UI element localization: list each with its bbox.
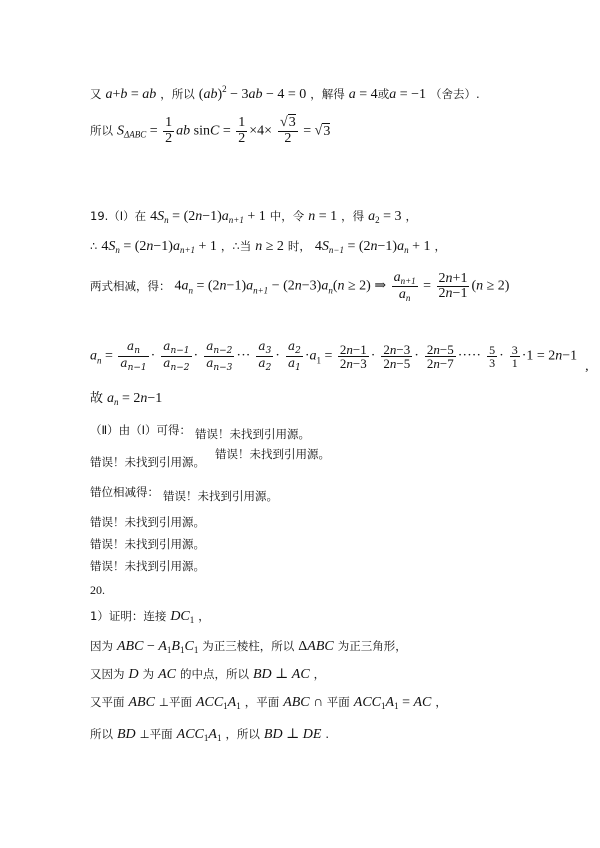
q19-line-3: 两式相减，得： $4a_n = (2n-1)a_{n+1} - (2n-3)a_n(n \ge 2)$ ⇒ $\frac{a_{n+1}}{a_n}$ = $\frac{2n+1}{2n-1}$ (n ≥ 2) [90,270,510,304]
fraction: $\frac{2n-5}{2n-7}$ [426,341,454,372]
text: . [325,727,330,741]
fraction: $\frac{1}{2}$ [165,115,173,146]
fraction: $\frac{a_{n+1}}{a_n}$ [393,270,416,304]
text: ，平面 [244,695,280,709]
text: ，得 [341,209,365,223]
fraction: $\frac{a_2}{a_1}$ [287,339,301,374]
text: ，∴当 [220,239,252,253]
line-1: 又 a+b = ab ，所以 (ab)$^2$ − 3ab − 4 = 0 ，解得 a = 4或a = −1 （舍去）. [90,84,480,102]
q20-line-4: 又平面 ABC ⊥平面 $ACC_1A_1$ ，平面 ABC ∩ 平面 $ACC_1A_1$ = AC ， [90,695,447,711]
q19-part2-line-2 [90,447,330,469]
q19-part2-line-5 [90,536,205,552]
text: 20. [90,583,105,597]
text: （舍去）. [429,87,480,101]
text: 时， [287,239,311,253]
text: 的中点，所以 [179,667,249,681]
text: （Ⅱ）由（Ⅰ）可得： [90,423,192,437]
line-2: 所以 $S_{\Delta ABC}$ = $\frac{1}{2}$ ab sinC = $\frac{1}{2}$ ×4× $\frac{√3}{2}$ = √3 [90,115,331,146]
text: ⊥平面 [158,695,192,709]
text: 19.（Ⅰ）在 [90,209,147,223]
q19-part2-line-4 [90,514,205,530]
text: ，所以 [160,87,195,101]
q19-part2-line-3 [90,484,278,503]
error-text: 错误！未找到引用源。 [214,447,330,461]
q20-line-3: 又因为 D 为 AC 的中点，所以 BD ⊥ AC ， [90,667,326,682]
text: ， [313,667,326,681]
text: ∴ [90,239,98,253]
error-text: 错误！未找到引用源。 [195,427,311,441]
text: ， [434,239,446,253]
fraction: $\frac{1}{2}$ [238,115,246,146]
text: 因为 [90,639,113,653]
text: 为正三角形， [337,639,407,653]
text: 又平面 [90,695,125,709]
q19-part2-line-6 [90,558,205,574]
text: 所以 [90,727,113,741]
text: 平面 [326,695,350,709]
text: ， [405,209,418,223]
fraction: $\frac{2n+1}{2n-1}$ [438,270,468,302]
error-text: 错误！未找到引用源。 [90,455,205,469]
q20-line-1: 1）证明：连接 $DC_1$ ， [90,609,210,625]
fraction: $\frac{2n-3}{2n-5}$ [383,341,411,372]
q19-part2-line-1 [90,422,311,441]
q19-line-1: 19.（Ⅰ）在 $4S_n = (2n-1)a_{n+1} + 1$ 中，令 n = 1 ，得 $a_2 = 3$ ， [90,209,418,225]
text: ，所以 [225,727,260,741]
error-text: 错误！未找到引用源。 [90,537,205,551]
error-text: 错误！未找到引用源。 [162,489,278,503]
q20-line-5: 所以 BD ⊥平面 $ACC_1A_1$ ，所以 BD ⊥ DE . [90,727,330,743]
q20-line-2: 因为 ABC − $A_1B_1C_1$ 为正三棱柱，所以 ΔABC 为正三角形， [90,639,407,655]
fraction: $\frac{3}{1}$ [511,342,518,371]
text: 1）证明：连接 [90,609,167,623]
text: ⊥平面 [139,727,173,741]
q19-line-2: ∴ $4S_n = (2n-1)a_{n+1} + 1$ ，∴当 n ≥ 2 时， $4S_{n-1} = (2n-1)a_n + 1$ ， [90,239,446,255]
text: 又因为 [90,667,125,681]
q19-line-4: $a_n$ = $\frac{a_n}{a_{n-1}}$ · $\frac{a_{n-1}}{a_{n-2}}$ · $\frac{a_{n-2}}{a_{n-3}}$ ··· $\frac{a_3}{a_2}$ · $\frac{a_2}{a_1}$ $\cdot a_1$ = $\frac{2n-1}{2n-3}$ · $\frac{2n-3}{2n-5}$ · $\frac{2n-5}{2n-7}$ ····· $\frac{5}{3}$ · $\frac{3}{1}$ ·1 = 2n−1 , [90,339,589,375]
text: 所以 [90,123,113,138]
fraction: $\frac{a_{n-1}}{a_{n-2}}$ [163,339,190,374]
text: 中，令 [269,209,305,223]
text: ， [435,695,447,709]
text: ， [198,609,210,623]
fraction: $\frac{√3}{2}$ [280,115,296,146]
fraction: $\frac{5}{3}$ [489,342,496,371]
text: ，解得 [310,87,345,101]
q20-number [90,582,105,597]
text: 错位相减得： [90,485,159,499]
fraction: $\frac{2n-1}{2n-3}$ [339,341,367,372]
text: 为 [142,667,155,681]
fraction: $\frac{a_3}{a_2}$ [258,339,272,374]
error-text: 错误！未找到引用源。 [90,515,205,529]
math: a [105,87,113,102]
error-text: 错误！未找到引用源。 [90,559,205,573]
text: 两式相减，得： [90,279,171,294]
q19-line-5: 故 $a_n = 2n-1$ [90,391,163,407]
text: 又 [90,87,102,101]
fraction: $\frac{a_{n-2}}{a_{n-3}}$ [206,339,233,374]
text: 故 [90,391,104,406]
fraction: $\frac{a_n}{a_{n-1}}$ [120,339,147,374]
text: 为正三棱柱，所以 [202,639,295,653]
